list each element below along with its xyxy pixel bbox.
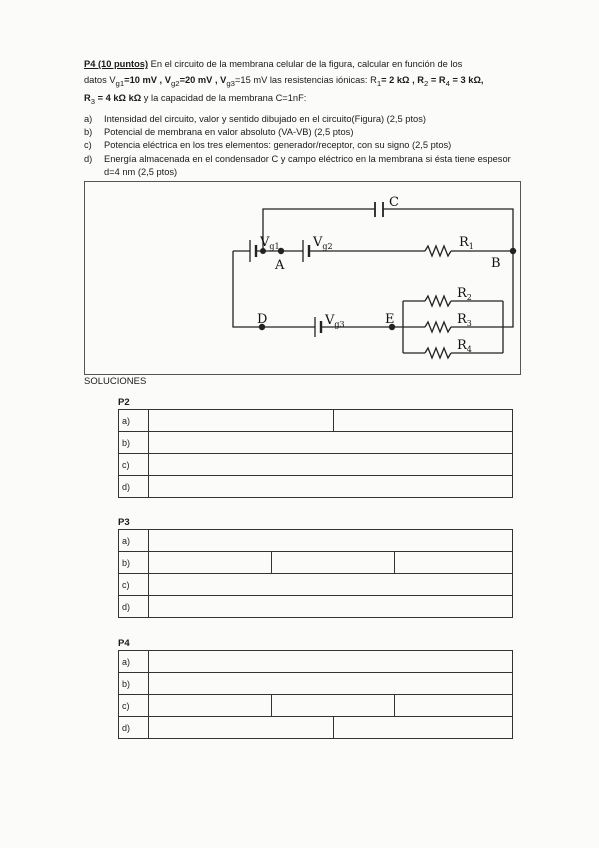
question-b: b) Potencial de membrana en valor absoluto (VA-VB) (2,5 ptos) (84, 127, 354, 138)
label-c: C (389, 195, 399, 210)
table-row: c) (119, 454, 513, 476)
question-a: a) Intensidad del circuito, valor y sentido dibujado en el circuito(Figura) (2,5 ptos) (84, 114, 426, 124)
p3-title: P3 (118, 517, 130, 528)
wire-cap-right (383, 209, 513, 251)
table-row: a) (119, 651, 513, 673)
label-vg1: $V_{g1}$ (260, 235, 280, 251)
label-vg3: $V_{g3}$ (325, 313, 345, 329)
table-row: b) (119, 552, 513, 574)
label-r1: $R_1$ (459, 235, 474, 251)
label-r2: $R_2$ (457, 286, 472, 302)
label-e: E (385, 312, 395, 327)
solutions-title: SOLUCIONES (84, 376, 147, 387)
p2-title: P2 (118, 397, 130, 408)
problem-statement: P4 (10 puntos) En el circuito de la membrana celular de la figura, calcular en función de los datos $V_{g1}=10$ mV , $V_{g2}=20$ mV , $V_{g3}=15$ mV las resistencias iónicas: $R_1= 2$ kΩ , $R_2 = R_4 = 3$ kΩ, $R_3 = 4$ kΩ kΩ y la capacidad de la membrana C=1nF: (84, 59, 484, 106)
question-d: d) Energía almacenada en el condensador C y campo eléctrico en la membrana si ésta tiene espesor d=4 nm (2,5 ptos) (84, 153, 511, 177)
label-r4: $R_4$ (457, 338, 472, 354)
p3-answer-table (118, 529, 513, 618)
node-b (510, 248, 516, 254)
label-a: A (275, 258, 285, 273)
table-row: b) (119, 432, 513, 454)
label-b: B (491, 256, 501, 271)
p4-title: P4 (118, 638, 130, 649)
table-row: d) (119, 476, 513, 498)
circuit-svg (85, 182, 522, 376)
problem-heading: P4 (10 puntos) (84, 59, 149, 69)
table-row: c) (119, 695, 513, 717)
question-list (84, 113, 524, 179)
label-d: D (257, 312, 268, 327)
question-c: c) Potencia eléctrica en los tres elementos: generador/receptor, con su signo (2,5 ptos) (84, 140, 452, 151)
table-row: a) (119, 530, 513, 552)
p4-answer-table (118, 650, 513, 739)
table-row: d) (119, 596, 513, 618)
table-row: d) (119, 717, 513, 739)
r1-zigzag (425, 246, 451, 256)
wire-right-down (503, 251, 513, 327)
table-row: b) (119, 673, 513, 695)
table-row: c) (119, 574, 513, 596)
r3-zigzag (425, 322, 451, 332)
r2-zigzag (425, 296, 451, 306)
label-vg2: $V_{g2}$ (313, 235, 333, 251)
r4-zigzag (425, 348, 451, 358)
circuit-diagram (84, 181, 521, 375)
p2-answer-table (118, 409, 513, 498)
table-row: a) (119, 410, 513, 432)
label-r3: $R_3$ (457, 312, 472, 328)
